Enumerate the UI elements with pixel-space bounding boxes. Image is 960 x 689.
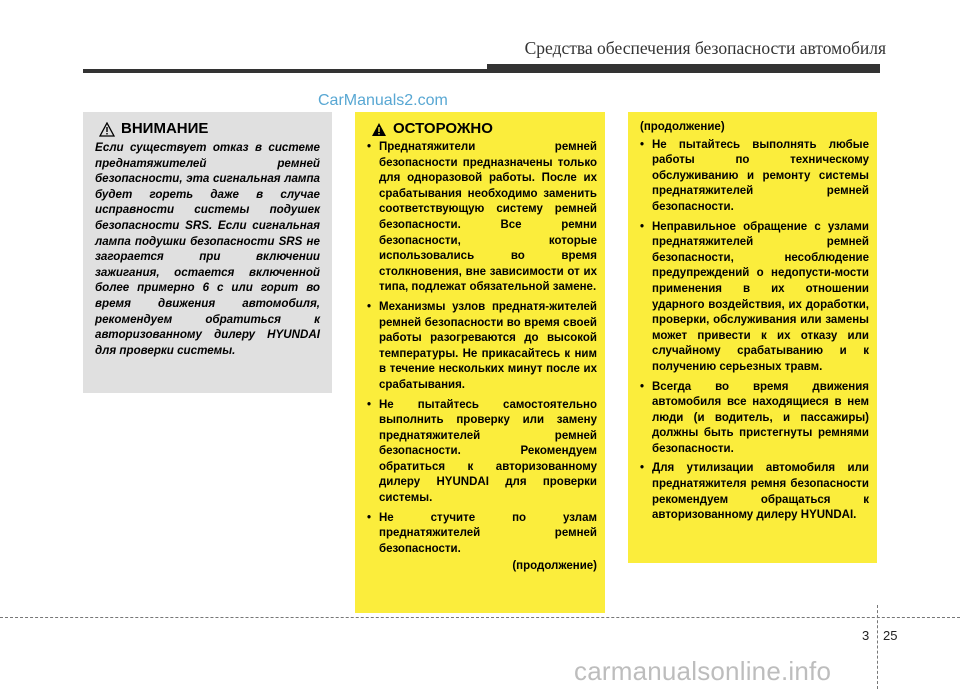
list-item: • Неправильное обращение с узлами преднатяжителей ремней безопасности, несоблюдение предупреждений о недопусти-мости применения в их отношении ударного воздействия, их доработки, проверки, обслуживания или замены может привести к их отказу или случайному срабатыванию и к получению серьезных травм. [640,220,869,376]
caution-continued-label: (продолжение) [512,560,597,573]
list-item: • Для утилизации автомобиля или преднатяжителя ремня безопасности рекомендуем обращаться к авторизованному дилеру HYUNDAI. [640,461,869,523]
warning-heading [95,120,320,138]
page-header-title: Средства обеспечения безопасности автомобиля [524,38,886,58]
caution-box [355,112,605,613]
continuation-list [640,138,869,524]
list-item: • Всегда во время движения автомобиля все находящиеся в нем люди (и водитель, и пассажиры) должны быть пристегнуты ремнями безопасности. [640,380,869,458]
footer-rule [0,617,960,618]
list-item: • Преднатяжители ремней безопасности предназначены только для одноразовой работы. После их срабатывания необходимо заменить соответствующую систему ремней безопасности. Все ремни безопасности, которые использовались во время столкновения, вне зависимости от их типа, подлежат обязательной замене. [367,140,597,296]
caution-heading [367,120,597,138]
list-item: • Не пытайтесь самостоятельно выполнить проверку или замену преднатяжителей ремней безопасности. Рекомендуем обратиться к авторизованному дилеру HYUNDAI для проверки системы. [367,398,597,507]
continuation-label: (продолжение) [640,121,725,133]
caution-heading-label: ОСТОРОЖНО [393,120,493,137]
page-number: 25 [883,628,898,643]
continuation-box [628,112,877,563]
warning-body-text: Если существует отказ в системе преднатяжителей ремней безопасности, эта сигнальная лампа будет гореть даже в случае исправности системы подушек безопасности SRS. Если сигнальная лампа подушки безопасности SRS не загорается при включении зажигания, остается включенной более примерно 6 с или горит во время движения автомобиля, рекомендуем обратиться к авторизованному дилеру HYUNDAI для проверки системы. [95,141,320,357]
warning-triangle-outline-icon [99,122,115,137]
warning-box [83,112,332,393]
warning-heading-label: ВНИМАНИЕ [121,120,209,137]
list-item: • Механизмы узлов преднатя-жителей ремней безопасности во время своей работы разогреваются до высокой температуры. Не прикасайтесь к ним в течение нескольких минут после их срабатывания. [367,300,597,394]
watermark-top: CarManuals2.com [318,92,448,109]
warning-triangle-filled-icon [371,122,387,137]
header-rule [83,69,880,73]
list-item: • Не пытайтесь выполнять любые работы по техническому обслуживанию и ремонту системы преднатяжителей ремней безопасности. [640,138,869,216]
footer-divider [877,605,878,689]
caution-list [367,140,597,557]
watermark-bottom: carmanualsonline.info [574,656,832,686]
list-item: • Не стучите по узлам преднатяжителей ремней безопасности. [367,511,597,558]
chapter-number: 3 [862,628,870,643]
